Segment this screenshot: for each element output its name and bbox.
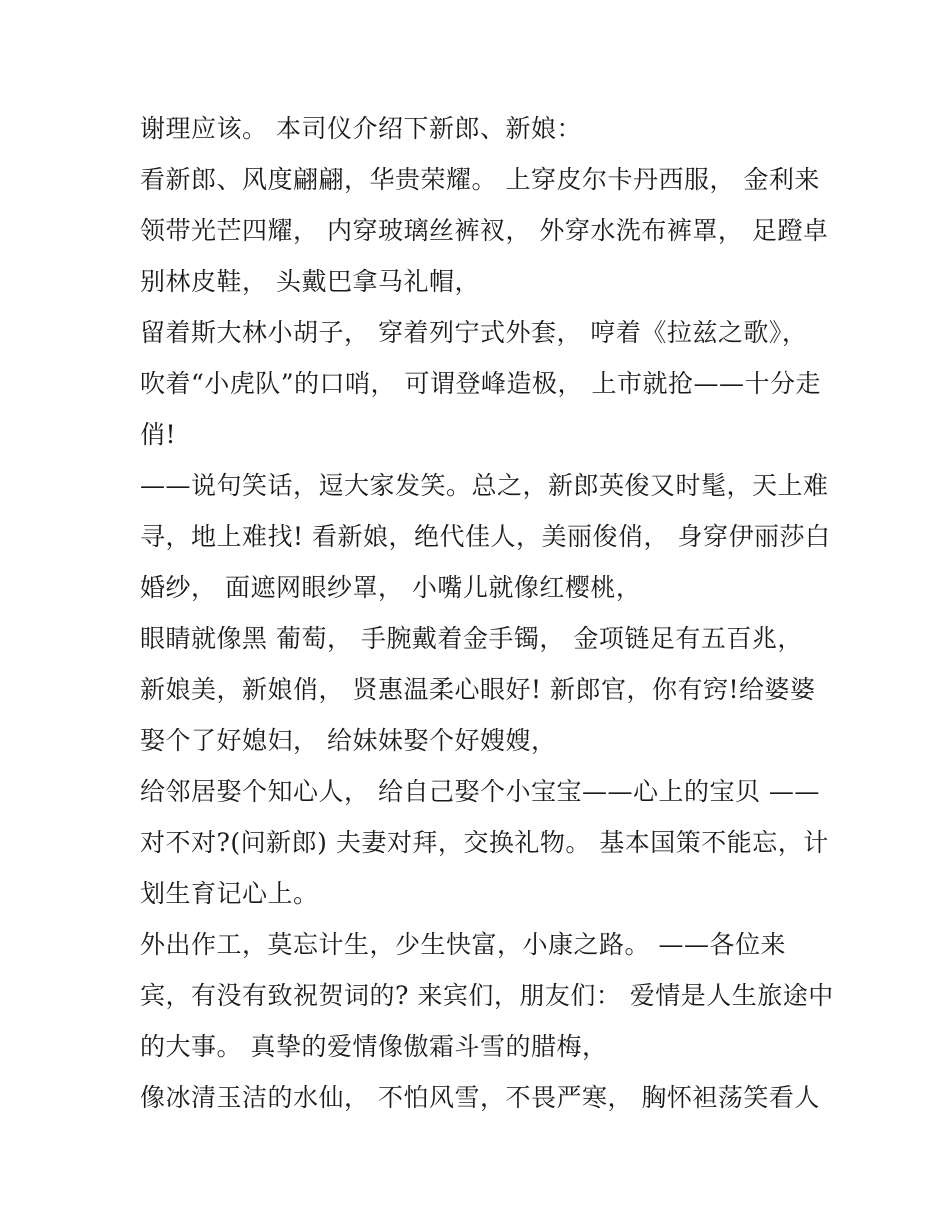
text-line: 划生育记心上。 <box>140 879 319 908</box>
text-line: 眼睛就像黑 葡萄， 手腕戴着金手镯， 金项链足有五百兆， <box>140 624 803 653</box>
text-line: 像冰清玉洁的水仙， 不怕风雪，不畏严寒， 胸怀袒荡笑看人 <box>140 1083 820 1112</box>
text-line: 娶个了好媳妇， 给妹妹娶个好嫂嫂， <box>140 726 557 755</box>
text-line: 外出作工，莫忘计生，少生快富，小康之路。 ——各位来 <box>140 930 786 959</box>
text-line: 谢理应该。 本司仪介绍下新郎、新娘： <box>140 114 582 143</box>
text-line: 婚纱， 面遮网眼纱罩， 小嘴儿就像红樱桃， <box>140 573 642 602</box>
text-line: 宾，有没有致祝贺词的? 来宾们，朋友们： 爱情是人生旅途中 <box>140 981 834 1010</box>
text-line: 看新郎、风度翩翩，华贵荣耀。 上穿皮尔卡丹西服， 金利来 <box>140 165 820 194</box>
text-line: 吹着“小虎队”的口哨， 可谓登峰造极， 上市就抢——十分走 <box>140 369 821 398</box>
text-line: 领带光芒四耀， 内穿玻璃丝裤衩， 外穿水洗布裤罩， 足蹬卓 <box>140 216 829 245</box>
document-body <box>140 108 834 1128</box>
text-line: 留着斯大林小胡子， 穿着列宁式外套， 哼着《拉兹之歌》， <box>140 318 808 347</box>
text-line: 的大事。 真挚的爱情像傲霜斗雪的腊梅， <box>140 1032 608 1061</box>
text-line: ——说句笑话，逗大家发笑。总之，新郎英俊又时髦，天上难 <box>140 471 829 500</box>
text-line: 别林皮鞋， 头戴巴拿马礼帽， <box>140 267 480 296</box>
text-line: 对不对?(问新郎) 夫妻对拜，交换礼物。 基本国策不能忘，计 <box>140 828 829 857</box>
text-line: 新娘美，新娘俏， 贤惠温柔心眼好! 新郎官，你有窍!给婆婆 <box>140 675 816 704</box>
text-line: 寻，地上难找! 看新娘，绝代佳人，美丽俊俏， 身穿伊丽莎白 <box>140 522 831 551</box>
text-line: 给邻居娶个知心人， 给自己娶个小宝宝——心上的宝贝 —— <box>140 777 820 806</box>
text-line: 俏! <box>140 420 177 449</box>
